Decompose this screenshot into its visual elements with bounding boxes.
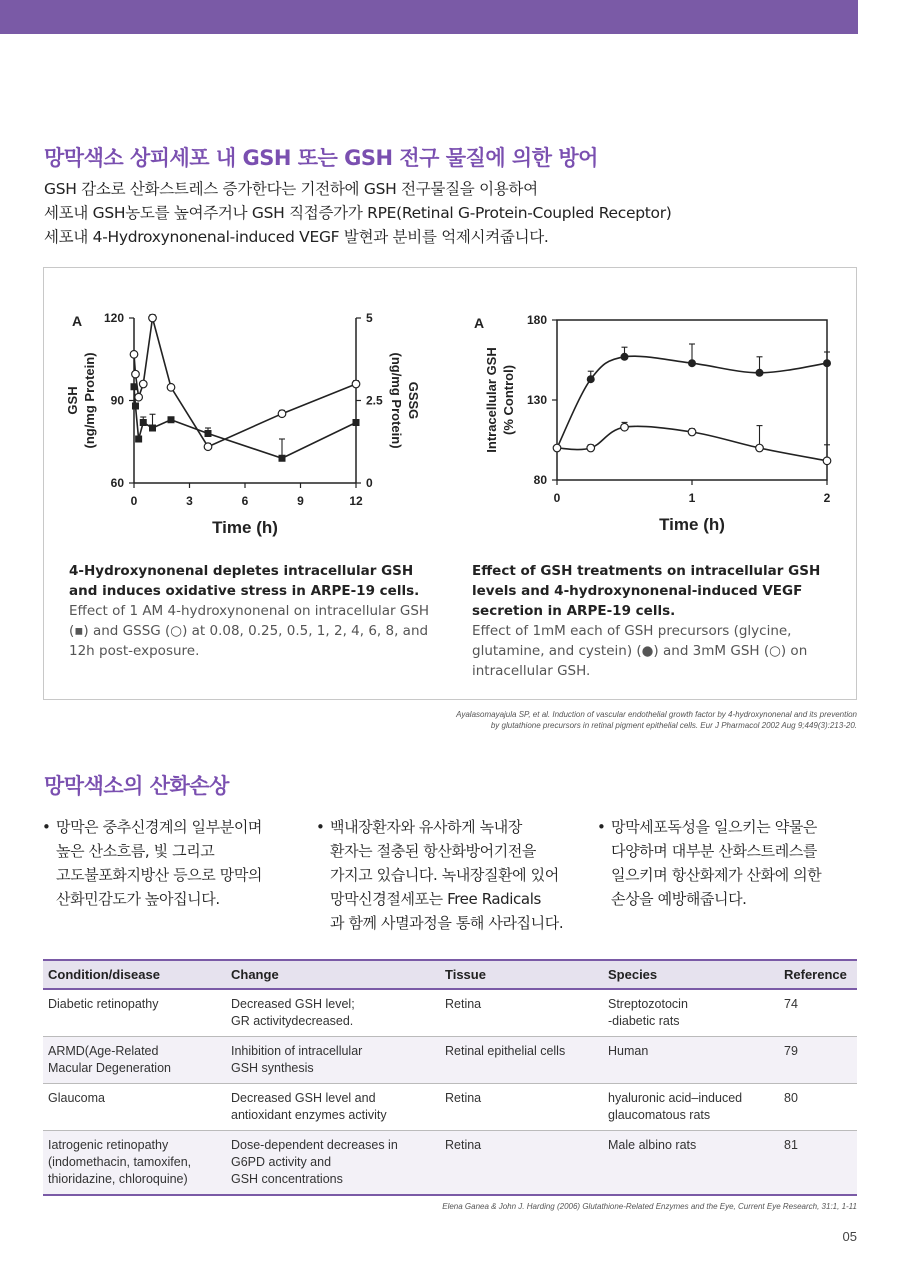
data-point-filled (621, 353, 629, 361)
figure-citation (456, 709, 857, 731)
data-point-open (621, 423, 629, 431)
data-point-open (587, 444, 595, 452)
page-number: 05 (842, 1229, 857, 1244)
cell-line: ARMD(Age-Related (48, 1044, 159, 1058)
bullet-item (42, 815, 302, 911)
cell-line: 79 (784, 1044, 798, 1058)
cell-condition (43, 989, 226, 1037)
cell-line: Glaucoma (48, 1091, 105, 1105)
cell-tissue (440, 1084, 603, 1131)
column-header-tissue: Tissue (440, 960, 603, 989)
right-figure-caption (472, 561, 852, 681)
cell-line: glaucomatous rats (608, 1108, 711, 1122)
intro-paragraph (44, 177, 844, 249)
y-axis-label: GSH (65, 386, 80, 415)
cell-change (226, 989, 440, 1037)
data-point-open (688, 428, 696, 436)
data-point-filled (688, 359, 696, 367)
cell-tissue (440, 1037, 603, 1084)
cell-line: hyaluronic acid–induced (608, 1091, 743, 1105)
cell-reference (779, 1131, 857, 1196)
y-tick-label: 180 (526, 313, 547, 327)
y-tick-label: 90 (110, 393, 124, 408)
cell-line: 81 (784, 1138, 798, 1152)
cell-line: (indomethacin, tamoxifen, (48, 1155, 192, 1169)
bullet-text: 망막은 중추신경계의 일부분이며 높은 산소흐름, 빛 그리고 고도불포화지방산 등으로 망막의 산화민감도가 높아집니다. (56, 818, 262, 908)
cell-reference (779, 1037, 857, 1084)
y2-tick-label: 0 (366, 476, 373, 490)
data-point-open (553, 444, 561, 452)
y-axis-label: Intracellular GSH (484, 347, 499, 453)
x-tick-label: 9 (297, 494, 304, 508)
bullet-dot-icon: • (316, 818, 325, 836)
cell-change (226, 1084, 440, 1131)
cell-line: Decreased GSH level; (231, 997, 355, 1011)
data-point-open (823, 457, 831, 465)
cell-line: Dose-dependent decreases in (231, 1138, 398, 1152)
section-title-oxidative-damage: 망막색소의 산화손상 (44, 774, 229, 798)
caption-body: Effect of 1mM each of GSH precursors (glycine, glutamine, and cystein) (●) and 3mM GSH (○) on intracellular GSH. (472, 623, 808, 679)
cell-line: Retina (445, 1091, 482, 1105)
cell-condition (43, 1084, 226, 1131)
table-row (43, 1037, 857, 1084)
cell-line: Human (608, 1044, 649, 1058)
citation-line: by glutathione precursors in retinal pigment epithelial cells. Eur J Pharmacol 2002 Aug 9;449(3):213-20. (490, 721, 857, 730)
caption-heading: Effect of GSH treatments on intracellular GSH levels and 4-hydroxynonenal-induced VEGF secretion in ARPE-19 cells. (472, 563, 821, 619)
cell-line: Macular Degeneration (48, 1061, 171, 1075)
table-header-row (43, 960, 857, 989)
cell-line: GR activitydecreased. (231, 1014, 354, 1028)
cell-line: 80 (784, 1091, 798, 1105)
y-tick-label: 80 (533, 473, 547, 487)
data-point-open (756, 444, 764, 452)
cell-line: Streptozotocin (608, 997, 688, 1011)
intracellular-gsh-chart (44, 268, 858, 548)
cell-line: 74 (784, 997, 798, 1011)
panel-label: A (474, 315, 485, 331)
cell-line: Retinal epithelial cells (445, 1044, 566, 1058)
cell-condition (43, 1037, 226, 1084)
y2-tick-label: 2.5 (366, 393, 383, 408)
cell-line: Iatrogenic retinopathy (48, 1138, 169, 1152)
top-accent-bar (0, 0, 858, 34)
data-point-filled (823, 359, 831, 367)
x-tick-label: 12 (349, 494, 363, 508)
column-header-species: Species (603, 960, 779, 989)
data-point-filled (587, 375, 595, 383)
y-tick-label: 130 (526, 393, 547, 407)
intro-line: 세포내 GSH농도를 높여주거나 GSH 직접증가가 RPE(Retinal G-Protein-Coupled Receptor) (44, 204, 672, 222)
bullet-dot-icon: • (597, 818, 606, 836)
column-header-condition: Condition/disease (43, 960, 226, 989)
x-tick-label: 1 (688, 491, 696, 505)
cell-line: Inhibition of intracellular (231, 1044, 363, 1058)
cell-reference (779, 1084, 857, 1131)
cell-line: GSH concentrations (231, 1172, 343, 1186)
cell-reference (779, 989, 857, 1037)
caption-heading: 4-Hydroxynonenal depletes intracellular GSH and induces oxidative stress in ARPE-19 cells. (69, 563, 420, 599)
intro-line: 세포내 4-Hydroxynonenal-induced VEGF 발현과 분비를 억제시켜줍니다. (44, 228, 549, 246)
cell-tissue (440, 1131, 603, 1196)
cell-line: Decreased GSH level and (231, 1091, 376, 1105)
cell-line: thioridazine, chloroquine) (48, 1172, 188, 1186)
bullet-item (316, 815, 586, 935)
cell-line: Male albino rats (608, 1138, 697, 1152)
glutathione-disease-table (43, 959, 857, 1196)
cell-species (603, 989, 779, 1037)
x-tick-label: 0 (130, 494, 138, 508)
x-tick-label: 3 (186, 494, 193, 508)
y-tick-label: 120 (103, 311, 124, 325)
table-citation: Elena Ganea & John J. Harding (2006) Glutathione-Related Enzymes and the Eye, Current Eye Research, 31:1, 1-11 (442, 1202, 857, 1211)
figure-box (43, 267, 857, 700)
x-tick-label: 0 (553, 491, 561, 505)
bullet-item (597, 815, 857, 911)
x-tick-label: 2 (823, 491, 831, 505)
column-header-change: Change (226, 960, 440, 989)
data-point-filled (756, 369, 764, 377)
intro-line: GSH 감소로 산화스트레스 증가한다는 기전하에 GSH 전구물질을 이용하여 (44, 180, 538, 198)
y-tick-label: 60 (110, 476, 124, 490)
y-axis-label-unit: (% Control) (501, 364, 516, 436)
cell-line: GSH synthesis (231, 1061, 314, 1075)
left-figure-caption (69, 561, 444, 661)
cell-line: antioxidant enzymes activity (231, 1108, 387, 1122)
cell-species (603, 1037, 779, 1084)
cell-line: Diabetic retinopathy (48, 997, 159, 1011)
x-axis-label: Time (h) (212, 518, 278, 537)
section-title-gsh-defense: 망막색소 상피세포 내 GSH 또는 GSH 전구 물질에 의한 방어 (44, 146, 598, 170)
bullet-text: 망막세포독성을 일으키는 약물은 다양하며 대부분 산화스트레스를 일으키며 항산화제가 산화에 의한 손상을 예방해줍니다. (611, 818, 822, 908)
cell-condition (43, 1131, 226, 1196)
bullet-text: 백내장환자와 유사하게 녹내장 환자는 절충된 항산화방어기전을 가지고 있습니다. 녹내장질환에 있어 망막신경절세포는 Free Radicals 과 함께 사멸과정을 통해 사라집니다. (330, 818, 564, 932)
cell-species (603, 1084, 779, 1131)
table-row (43, 1131, 857, 1196)
cell-line: Retina (445, 997, 482, 1011)
bullet-dot-icon: • (42, 818, 51, 836)
cell-tissue (440, 989, 603, 1037)
cell-line: -diabetic rats (608, 1014, 680, 1028)
panel-label: A (72, 313, 83, 329)
table-row (43, 989, 857, 1037)
x-axis-label: Time (h) (659, 515, 725, 534)
cell-change (226, 1037, 440, 1084)
table-row (43, 1084, 857, 1131)
cell-line: Retina (445, 1138, 482, 1152)
caption-body: Effect of 1 AM 4-hydroxynonenal on intracellular GSH (▪) and GSSG (○) at 0.08, 0.25, 0.5, 1, 2, 4, 6, 8, and 12h post-exposure. (69, 603, 430, 659)
cell-line: G6PD activity and (231, 1155, 332, 1169)
cell-change (226, 1131, 440, 1196)
y2-axis-label: GSSG (406, 381, 421, 420)
y2-axis-label-unit: (ng/mg Protein) (389, 352, 404, 449)
x-tick-label: 6 (241, 494, 249, 508)
column-header-reference: Reference (779, 960, 857, 989)
cell-species (603, 1131, 779, 1196)
y-axis-label-unit: (ng/mg Protein) (82, 352, 97, 449)
citation-line: Ayalasomayajula SP, et al. Induction of vascular endothelial growth factor by 4-hydroxynonenal and its prevention (456, 710, 857, 719)
y2-tick-label: 5 (366, 311, 373, 325)
